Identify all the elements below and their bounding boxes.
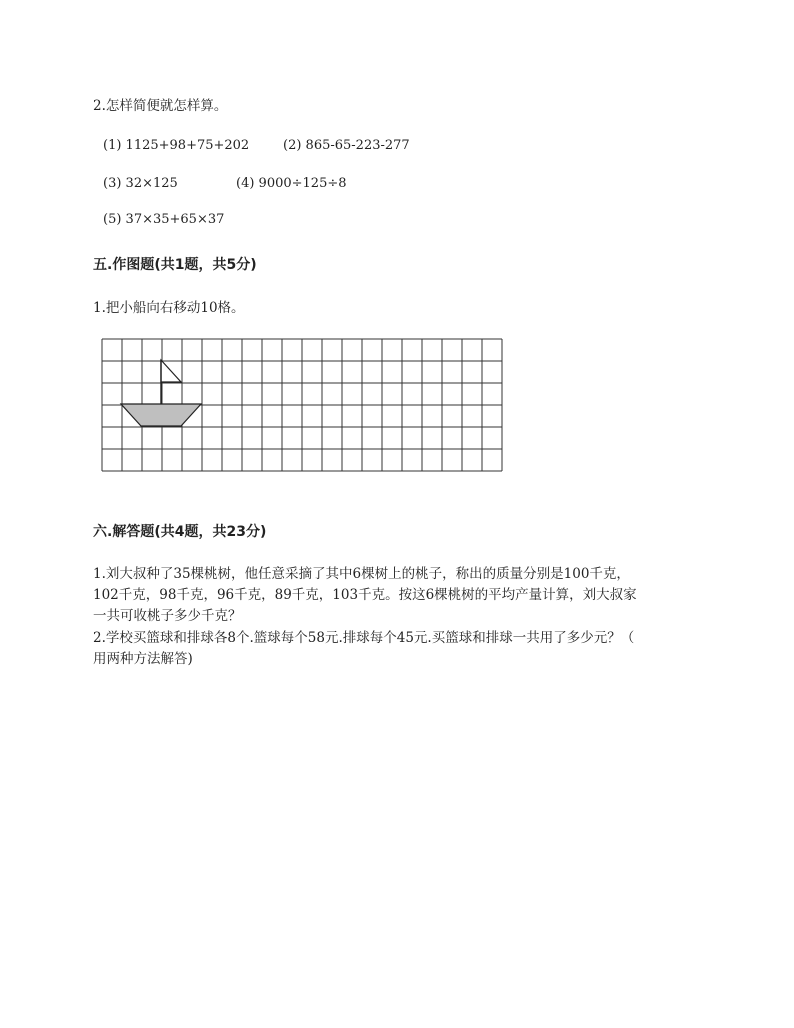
calc-item-4: (4) 9000÷125÷8 — [236, 176, 347, 191]
square-grid — [101, 338, 505, 476]
section-5-heading: 五.作图题(共1题，共5分) — [93, 257, 257, 273]
answer-question-2-line-1: 2.学校买篮球和排球各8个.篮球每个58元.排球每个45元.买篮球和排球一共用了多少元？（ — [93, 630, 635, 646]
boat-sail — [161, 360, 181, 382]
answer-question-2-line-2: 用两种方法解答) — [93, 651, 193, 667]
boat-hull — [121, 404, 201, 426]
answer-question-1-line-3: 一共可收桃子多少千克？ — [93, 608, 242, 624]
calc-item-2: (2) 865-65-223-277 — [283, 138, 410, 153]
answer-question-2 — [93, 628, 713, 670]
grid-svg — [101, 338, 505, 472]
answer-question-1-line-1: 1.刘大叔种了35棵桃树，他任意采摘了其中6棵树上的桃子，称出的质量分别是100千克， — [93, 566, 630, 582]
section-6-heading: 六.解答题(共4题，共23分) — [93, 524, 267, 540]
answer-question-1-line-2: 102千克，98千克，96千克，89千克，103千克。按这6棵桃树的平均产量计算，刘大叔家 — [93, 587, 637, 603]
drawing-question-1: 1.把小船向右移动10格。 — [93, 300, 245, 316]
calc-item-1: (1) 1125+98+75+202 — [103, 138, 250, 153]
calc-item-3: (3) 32×125 — [103, 176, 178, 191]
question-2-prompt: 2.怎样简便就怎样算。 — [93, 98, 228, 114]
answer-question-1 — [93, 564, 713, 627]
calc-item-5: (5) 37×35+65×37 — [103, 212, 225, 227]
